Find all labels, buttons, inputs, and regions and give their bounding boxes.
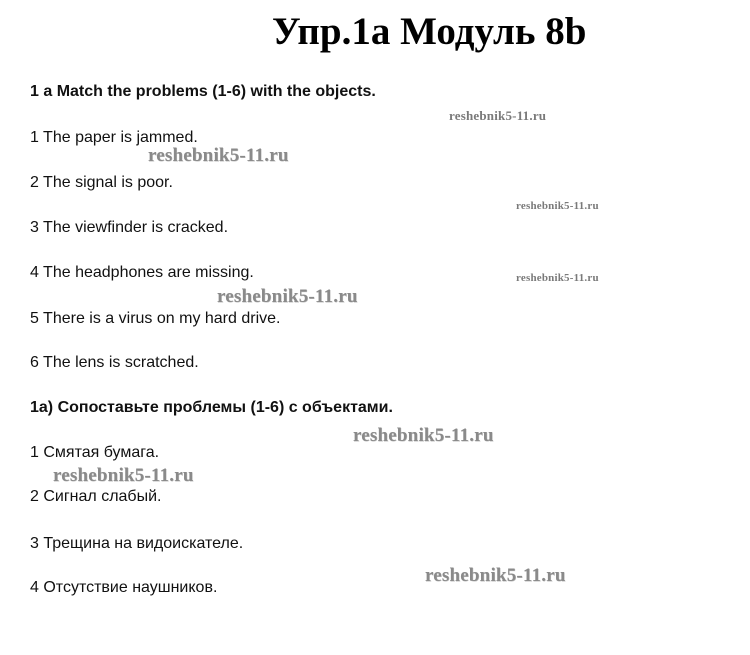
watermark: reshebnik5-11.ru xyxy=(449,108,547,123)
russian-item-1: 1 Смятая бумага. xyxy=(30,444,160,461)
english-item-3: 3 The viewfinder is cracked. xyxy=(30,219,229,236)
watermark: reshebnik5-11.ru xyxy=(353,425,494,446)
russian-instruction: 1а) Сопоставьте проблемы (1-6) с объектами. xyxy=(30,399,393,416)
english-item-5: 5 There is a virus on my hard drive. xyxy=(30,310,281,327)
english-instruction: 1 a Match the problems (1-6) with the objects. xyxy=(30,83,376,100)
page-title: Упр.1а Модуль 8b xyxy=(272,10,587,53)
english-item-2: 2 The signal is poor. xyxy=(30,174,173,191)
english-item-1: 1 The paper is jammed. xyxy=(30,129,198,146)
watermark: reshebnik5-11.ru xyxy=(425,565,566,586)
watermark: reshebnik5-11.ru xyxy=(516,272,599,284)
russian-item-4: 4 Отсутствие наушников. xyxy=(30,579,218,596)
russian-item-3: 3 Трещина на видоискателе. xyxy=(30,535,244,552)
english-item-4: 4 The headphones are missing. xyxy=(30,264,254,281)
russian-item-2: 2 Сигнал слабый. xyxy=(30,488,162,505)
watermark: reshebnik5-11.ru xyxy=(516,200,599,212)
watermark: reshebnik5-11.ru xyxy=(53,465,194,486)
watermark: reshebnik5-11.ru xyxy=(148,145,289,166)
watermark: reshebnik5-11.ru xyxy=(217,286,358,307)
english-item-6: 6 The lens is scratched. xyxy=(30,354,199,371)
